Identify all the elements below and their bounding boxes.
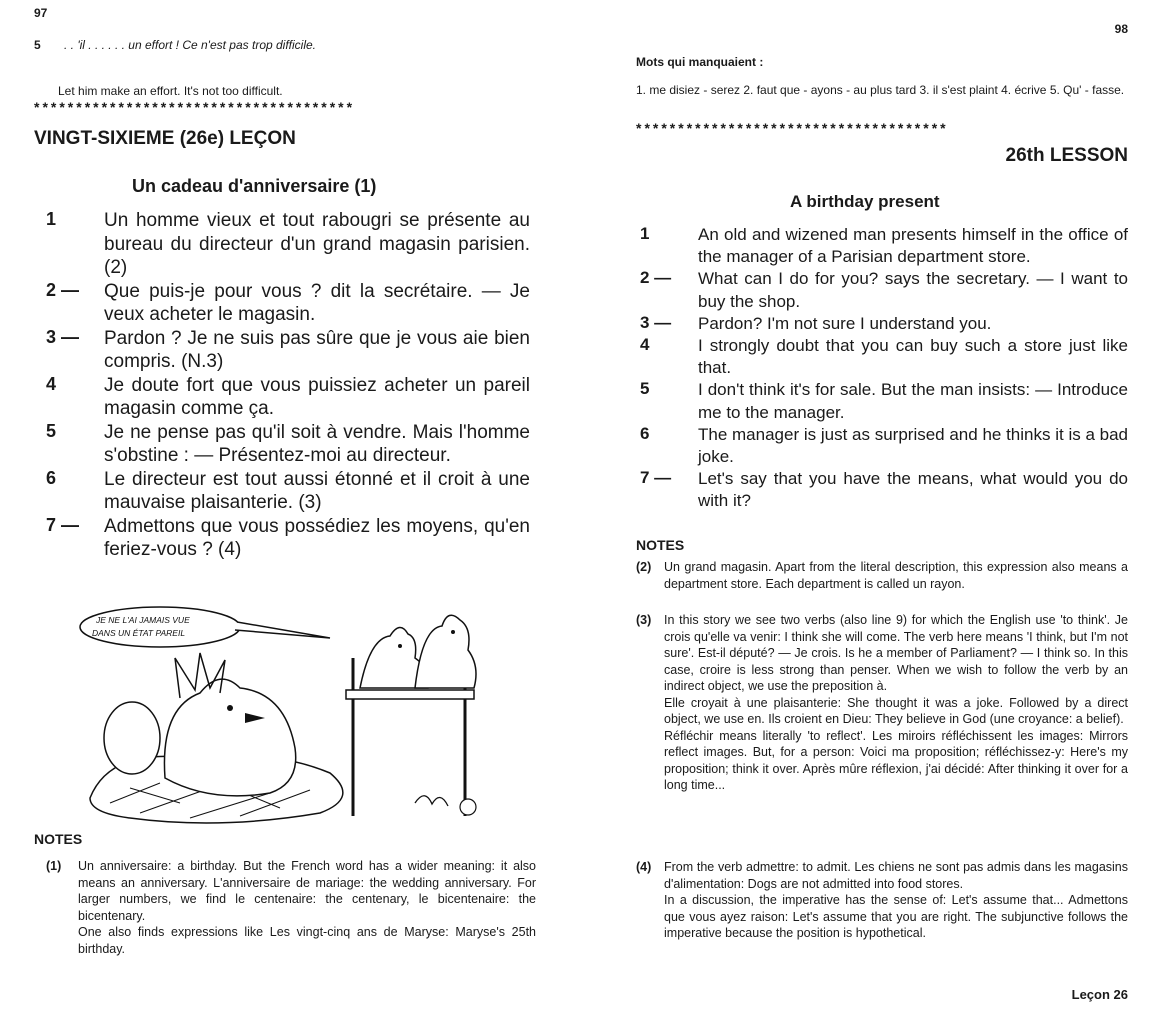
line-text: What can I do for you? says the secretary. — I want to buy the shop. xyxy=(698,269,1128,311)
line-number: 4 xyxy=(640,335,650,355)
story-line xyxy=(46,209,530,280)
note-1 xyxy=(46,858,536,957)
line-text: Un homme vieux et tout rabougri se présente au bureau du directeur d'un grand magasin parisien. (2) xyxy=(104,210,530,278)
line-text: Je ne pense pas qu'il soit à vendre. Mais l'homme s'obstine : — Présentez-moi au directeur. xyxy=(104,421,530,466)
story-line xyxy=(640,468,1128,512)
note-1-text-2: One also finds expressions like Les vingt-cinq ans de Maryse: Maryse's 25th birthday. xyxy=(78,925,536,956)
page-number: 97 xyxy=(34,6,48,20)
story-line xyxy=(46,468,530,515)
line-number: 2 — xyxy=(640,268,672,288)
cartoon-illustration xyxy=(70,598,490,828)
note-1-label: (1) xyxy=(46,859,62,873)
line-number: 7 — xyxy=(46,514,80,535)
page-number: 98 xyxy=(1114,22,1128,36)
note-4-label: (4) xyxy=(636,860,652,874)
note-3-paragraph: In this story we see two verbs (also line 9) for which the English use 'to think'. Je crois qu'elle va venir: I think she will come. The verb here means 'I think, but I'm not sure'. Est-il député? — Je crois. Is he a member of Parliament? — I think so. In this case, croire is less strong than penser. When we wish to follow the verb by an indirect object, we use the preposition à. xyxy=(664,613,1128,693)
story-line xyxy=(46,421,530,468)
note-4-paragraph: From the verb admettre: to admit. Les chiens ne sont pas admis dans les magasins d'alimentation: Dogs are not admitted into food stores. xyxy=(664,860,1128,891)
story-title: A birthday present xyxy=(790,192,940,211)
note-2-text: Un grand magasin. Apart from the literal description, this expression also means a department store. Each department is called un rayon. xyxy=(664,560,1128,591)
story-line xyxy=(640,379,1128,423)
lesson-title: VINGT-SIXIEME (26e) LEÇON xyxy=(34,128,296,149)
line-text: I don't think it's for sale. But the man insists: — Introduce me to the manager. xyxy=(698,380,1128,422)
note-3-label: (3) xyxy=(636,613,652,627)
speech-bubble xyxy=(80,607,240,647)
prev-line-english: Let him make an effort. It's not too difficult. xyxy=(58,84,283,98)
line-number: 7 — xyxy=(640,468,672,488)
story-line xyxy=(640,224,1128,268)
prev-line-french: . . 'il . . . . . . un effort ! Ce n'est pas trop difficile. xyxy=(64,38,317,52)
story-line xyxy=(640,268,1128,312)
signature-circle xyxy=(460,799,476,815)
line-text: Admettons que vous possédiez les moyens, qu'en feriez-vous ? (4) xyxy=(104,515,530,560)
prev-lesson-line xyxy=(34,38,546,52)
line-number: 6 xyxy=(640,423,650,443)
separator-stars: ************************************** xyxy=(34,99,356,115)
story-line xyxy=(46,374,530,421)
line-number: 1 xyxy=(640,224,650,243)
note-1-text: Un anniversaire: a birthday. But the French word has a wider meaning: it also means an anniversary. L'anniversaire de mariage: the wedding anniversary. For larger numbers, we find le centenaire: the centenary, le bicentenaire: the bicentenary. xyxy=(78,859,536,923)
rooster-right xyxy=(415,615,476,688)
line-text: Let's say that you have the means, what would you do with it? xyxy=(698,469,1128,511)
line-number: 5 xyxy=(46,420,57,441)
line-text: Pardon? I'm not sure I understand you. xyxy=(698,313,992,333)
left-page xyxy=(0,0,580,1015)
story-line xyxy=(46,515,530,562)
story-line xyxy=(640,313,1128,335)
story-lines xyxy=(46,209,530,562)
story-line xyxy=(46,327,530,374)
line-number: 2 — xyxy=(46,279,80,300)
line-number: 3 — xyxy=(46,326,80,347)
line-text: Je doute fort que vous puissiez acheter un pareil magasin comme ça. xyxy=(104,374,530,419)
speech-bubble-tail xyxy=(235,622,330,638)
prev-line-number: 5 xyxy=(34,38,41,52)
line-text: The manager is just as surprised and he thinks it is a bad joke. xyxy=(698,424,1128,467)
line-number: 3 — xyxy=(640,312,672,332)
note-2 xyxy=(636,559,1128,592)
hen-eye xyxy=(227,705,233,711)
note-4-paragraph: In a discussion, the imperative has the sense of: Let's assume that... Admettons que vous ayez raison: Let's assume that you are right. The subjunctive follows the imperative because the position is hypothetical. xyxy=(664,893,1128,940)
right-page xyxy=(600,0,1162,1015)
bubble-text-1: JE NE L'AI JAMAIS VUE xyxy=(96,615,190,625)
line-number: 5 xyxy=(640,379,650,399)
line-text: I strongly doubt that you can buy such a store just like that. xyxy=(698,336,1128,378)
page-footer: Leçon 26 xyxy=(1071,987,1128,1002)
artist-signature xyxy=(415,796,448,806)
line-number: 4 xyxy=(46,373,57,394)
story-lines xyxy=(640,224,1128,513)
line-text: Que puis-je pour vous ? dit la secrétaire. — Je veux acheter le magasin. xyxy=(104,280,530,325)
notes-heading: NOTES xyxy=(636,537,685,553)
lesson-title: 26th LESSON xyxy=(1005,145,1128,166)
rooster-eye xyxy=(398,644,402,648)
perch-bar xyxy=(346,690,474,699)
line-text: Pardon ? Je ne suis pas sûre que je vous aie bien compris. (N.3) xyxy=(104,327,530,372)
note-3-paragraph: Elle croyait à une plaisanterie: She thought it was a joke. Followed by a direct object, we use en. Ils croient en Dieu: They believe in God (une croyance: a belief). xyxy=(664,695,1128,726)
note-2-label: (2) xyxy=(636,560,652,574)
rooster-eye xyxy=(451,630,455,634)
note-3 xyxy=(636,612,1128,794)
line-number: 1 xyxy=(46,209,57,229)
line-text: An old and wizened man presents himself in the office of the manager of a Parisian department store. xyxy=(698,225,1128,267)
missing-words-heading: Mots qui manquaient : xyxy=(636,55,764,69)
story-line xyxy=(46,280,530,327)
line-text: Le directeur est tout aussi étonné et il croit à une mauvaise plaisanterie. (3) xyxy=(104,468,530,513)
story-title: Un cadeau d'anniversaire (1) xyxy=(132,176,377,196)
egg xyxy=(104,702,160,774)
story-line xyxy=(640,424,1128,468)
notes-heading: NOTES xyxy=(34,831,83,847)
bubble-text-2: DANS UN ÉTAT PAREIL xyxy=(92,628,186,638)
note-4 xyxy=(636,859,1128,942)
missing-words-text: 1. me disiez - serez 2. faut que - ayons - au plus tard 3. il s'est plaint 4. écrive 5. Qu' - fasse. xyxy=(636,83,1125,97)
separator-stars: ************************************* xyxy=(636,120,949,136)
hen xyxy=(164,679,295,796)
line-number: 6 xyxy=(46,467,57,488)
story-line xyxy=(640,335,1128,379)
note-3-paragraph: Réfléchir means literally 'to reflect'. Les miroirs réfléchissent les images: Mirrors reflect images. But, for a person: Voici ma proposition; réfléchissez-y: Here's my proposition; think it over. Après mûre réflexion, j'ai décidé: After thinking it over for a long time... xyxy=(664,728,1128,792)
